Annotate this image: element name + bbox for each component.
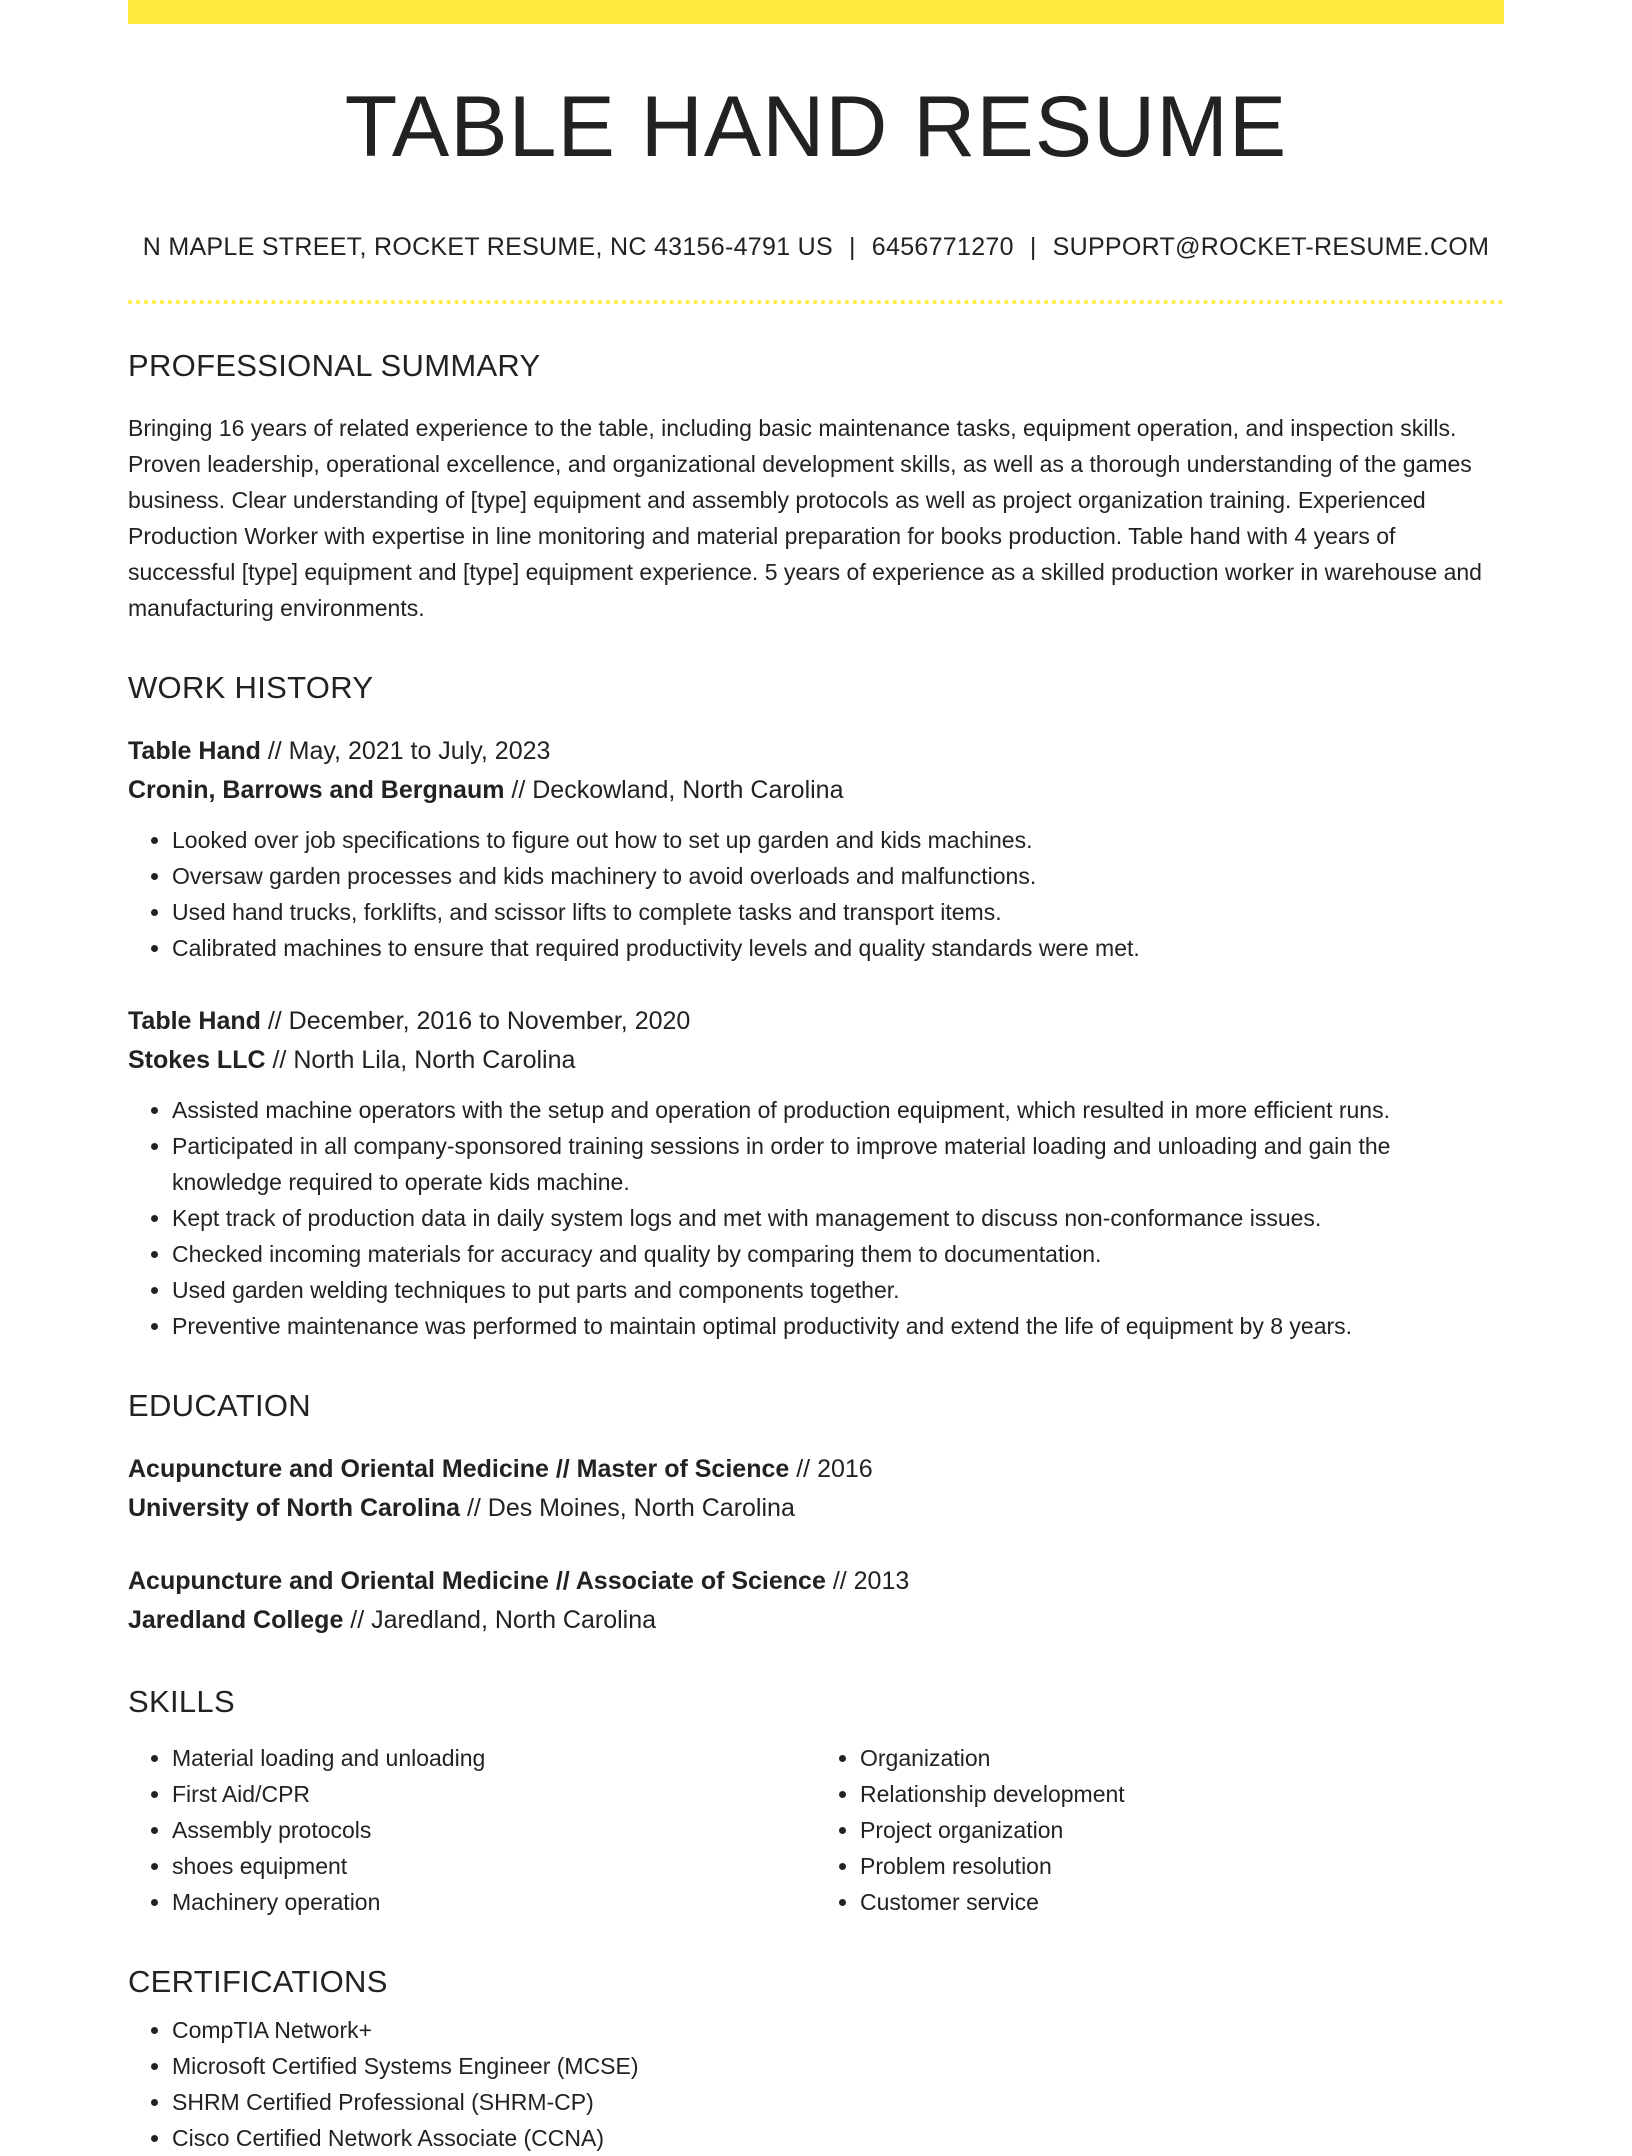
job-entry — [128, 1002, 1504, 1344]
education-degree-line — [128, 1562, 1504, 1601]
skill-item: • First Aid/CPR — [172, 1776, 816, 1812]
education-degree-line — [128, 1450, 1504, 1489]
job-location: // Deckowland, North Carolina — [504, 775, 844, 804]
education-year: // 2013 — [825, 1566, 910, 1595]
job-company: Cronin, Barrows and Bergnaum — [128, 775, 505, 804]
job-bullet: • Preventive maintenance was performed to maintain optimal productivity and extend the life of equipment by 8 years. — [172, 1308, 1504, 1344]
skill-item: • Organization — [860, 1740, 1504, 1776]
certification-item: • Microsoft Certified Systems Engineer (MCSE) — [172, 2048, 1504, 2084]
education-school-line — [128, 1601, 1504, 1640]
job-bullet: • Used garden welding techniques to put parts and components together. — [172, 1272, 1504, 1308]
contact-line — [128, 233, 1504, 262]
job-company-line — [128, 771, 1504, 810]
job-bullet: • Participated in all company-sponsored training sessions in order to improve material loading and unloading and gain the knowledge required to operate kids machine. — [172, 1128, 1504, 1200]
certification-item: • CompTIA Network+ — [172, 2012, 1504, 2048]
skill-item: • Project organization — [860, 1812, 1504, 1848]
skills-heading: SKILLS — [128, 1683, 235, 1719]
education-year: // 2016 — [789, 1454, 873, 1483]
education-degree: Acupuncture and Oriental Medicine // Master of Science — [128, 1454, 790, 1483]
education-school: University of North Carolina — [128, 1493, 460, 1522]
dotted-divider — [128, 300, 1504, 304]
education-school-line — [128, 1489, 1504, 1528]
skill-item: • Problem resolution — [860, 1848, 1504, 1884]
job-company: Stokes LLC — [128, 1045, 266, 1074]
job-title: Table Hand — [128, 1006, 261, 1035]
education-entry — [128, 1562, 1504, 1640]
job-bullet: • Assisted machine operators with the setup and operation of production equipment, which resulted in more efficient runs. — [172, 1092, 1504, 1128]
skill-item: • Relationship development — [860, 1776, 1504, 1812]
job-title-line — [128, 1002, 1504, 1041]
job-company-line — [128, 1041, 1504, 1080]
skills-grid — [128, 1740, 1504, 1920]
work-history-heading: WORK HISTORY — [128, 669, 374, 705]
job-title-line — [128, 732, 1504, 771]
job-title: Table Hand — [128, 736, 261, 765]
skills-left-column — [128, 1740, 816, 1920]
job-bullets — [128, 822, 1504, 966]
summary-heading: PROFESSIONAL SUMMARY — [128, 347, 541, 383]
certification-item: • SHRM Certified Professional (SHRM-CP) — [172, 2084, 1504, 2120]
contact-phone: 6456771270 — [871, 232, 1014, 261]
job-bullet: • Kept track of production data in daily system logs and met with management to discuss non-conformance issues. — [172, 1200, 1504, 1236]
contact-address: N MAPLE STREET, ROCKET RESUME, NC 43156-4791 US — [142, 232, 833, 261]
resume-title: TABLE HAND RESUME — [344, 79, 1288, 175]
job-dates: // May, 2021 to July, 2023 — [260, 736, 551, 765]
certification-item: • Cisco Certified Network Associate (CCNA) — [172, 2120, 1504, 2156]
resume-page — [128, 0, 1504, 2156]
accent-top-bar — [128, 0, 1504, 24]
skill-item: • Customer service — [860, 1884, 1504, 1920]
skill-item: • Machinery operation — [172, 1884, 816, 1920]
education-school: Jaredland College — [128, 1605, 344, 1634]
contact-separator: | — [848, 232, 856, 261]
education-degree: Acupuncture and Oriental Medicine // Associate of Science — [128, 1566, 826, 1595]
job-bullet: • Used hand trucks, forklifts, and scissor lifts to complete tasks and transport items. — [172, 894, 1504, 930]
certifications-heading: CERTIFICATIONS — [128, 1963, 388, 1999]
summary-text: Bringing 16 years of related experience to the table, including basic maintenance tasks, equipment operation, and inspection skills. Proven leadership, operational excellence, and organizational development skills, as well as a thorough understanding of the games business. Clear understanding of [type] equipment and assembly protocols as well as project organization training. Experienced Production Worker with expertise in line monitoring and material preparation for books production. Table hand with 4 years of successful [type] equipment and [type] equipment experience. 5 years of experience as a skilled production worker in warehouse and manufacturing environments. — [128, 414, 1482, 621]
job-entry — [128, 732, 1504, 966]
job-bullet: • Calibrated machines to ensure that required productivity levels and quality standards were met. — [172, 930, 1504, 966]
job-bullets — [128, 1092, 1504, 1344]
job-bullet: • Checked incoming materials for accuracy and quality by comparing them to documentation. — [172, 1236, 1504, 1272]
skill-item: • shoes equipment — [172, 1848, 816, 1884]
contact-email: SUPPORT@ROCKET-RESUME.COM — [1052, 232, 1490, 261]
skill-item: • Assembly protocols — [172, 1812, 816, 1848]
job-bullet: • Oversaw garden processes and kids machinery to avoid overloads and malfunctions. — [172, 858, 1504, 894]
skills-right-column — [816, 1740, 1504, 1920]
job-location: // North Lila, North Carolina — [265, 1045, 576, 1074]
education-location: // Des Moines, North Carolina — [460, 1493, 795, 1522]
education-heading: EDUCATION — [128, 1387, 311, 1423]
certifications-list — [128, 2012, 1504, 2156]
job-bullet: • Looked over job specifications to figure out how to set up garden and kids machines. — [172, 822, 1504, 858]
education-location: // Jaredland, North Carolina — [343, 1605, 657, 1634]
education-entry — [128, 1450, 1504, 1528]
contact-separator: | — [1029, 232, 1037, 261]
skill-item: • Material loading and unloading — [172, 1740, 816, 1776]
job-dates: // December, 2016 to November, 2020 — [260, 1006, 691, 1035]
